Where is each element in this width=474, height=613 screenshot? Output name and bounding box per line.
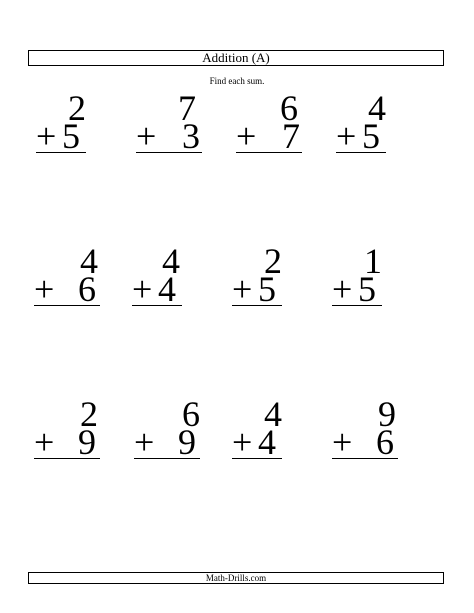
instructions: Find each sum. xyxy=(209,76,265,86)
addend-top: 6 xyxy=(280,88,298,128)
addend-bottom: 5 xyxy=(362,116,380,156)
problem xyxy=(36,88,96,158)
addend-top: 7 xyxy=(178,88,196,128)
answer-line xyxy=(232,458,282,459)
plus-sign: + xyxy=(232,269,253,309)
plus-sign: + xyxy=(134,422,155,462)
problem xyxy=(332,241,392,311)
problem xyxy=(34,394,98,464)
addend-bottom: 7 xyxy=(282,116,300,156)
plus-sign: + xyxy=(136,116,157,156)
plus-sign: + xyxy=(232,422,253,462)
problem xyxy=(136,88,200,158)
addend-top: 2 xyxy=(80,394,98,434)
addend-bottom: 9 xyxy=(178,422,196,462)
plus-sign: + xyxy=(34,422,55,462)
problem xyxy=(332,394,396,464)
addend-bottom: 5 xyxy=(258,269,276,309)
problem xyxy=(232,241,292,311)
answer-line xyxy=(34,305,100,306)
addend-top: 4 xyxy=(264,394,282,434)
addend-bottom: 5 xyxy=(358,269,376,309)
worksheet-title: Addition (A) xyxy=(28,50,444,66)
problem xyxy=(132,241,192,311)
answer-line xyxy=(232,305,282,306)
problem xyxy=(34,241,98,311)
answer-line xyxy=(34,458,100,459)
addend-bottom: 6 xyxy=(78,269,96,309)
addend-top: 4 xyxy=(80,241,98,281)
addend-bottom: 6 xyxy=(376,422,394,462)
addend-bottom: 4 xyxy=(158,269,176,309)
answer-line xyxy=(332,458,398,459)
plus-sign: + xyxy=(34,269,55,309)
answer-line xyxy=(236,152,302,153)
addend-bottom: 5 xyxy=(62,116,80,156)
answer-line xyxy=(332,305,382,306)
footer: Math-Drills.com xyxy=(28,572,444,584)
answer-line xyxy=(336,152,386,153)
addend-top: 1 xyxy=(364,241,382,281)
answer-line xyxy=(136,152,202,153)
plus-sign: + xyxy=(132,269,153,309)
plus-sign: + xyxy=(332,269,353,309)
addend-top: 2 xyxy=(264,241,282,281)
addend-bottom: 4 xyxy=(258,422,276,462)
problem xyxy=(134,394,200,464)
answer-line xyxy=(132,305,182,306)
problem xyxy=(236,88,300,158)
problem xyxy=(336,88,396,158)
addend-top: 2 xyxy=(68,88,86,128)
problem xyxy=(232,394,292,464)
addend-top: 4 xyxy=(368,88,386,128)
addend-top: 9 xyxy=(378,394,396,434)
answer-line xyxy=(134,458,200,459)
plus-sign: + xyxy=(332,422,353,462)
addend-top: 4 xyxy=(162,241,180,281)
plus-sign: + xyxy=(236,116,257,156)
addend-bottom: 9 xyxy=(78,422,96,462)
plus-sign: + xyxy=(336,116,357,156)
addend-bottom: 3 xyxy=(182,116,200,156)
answer-line xyxy=(36,152,86,153)
plus-sign: + xyxy=(36,116,57,156)
addend-top: 6 xyxy=(182,394,200,434)
